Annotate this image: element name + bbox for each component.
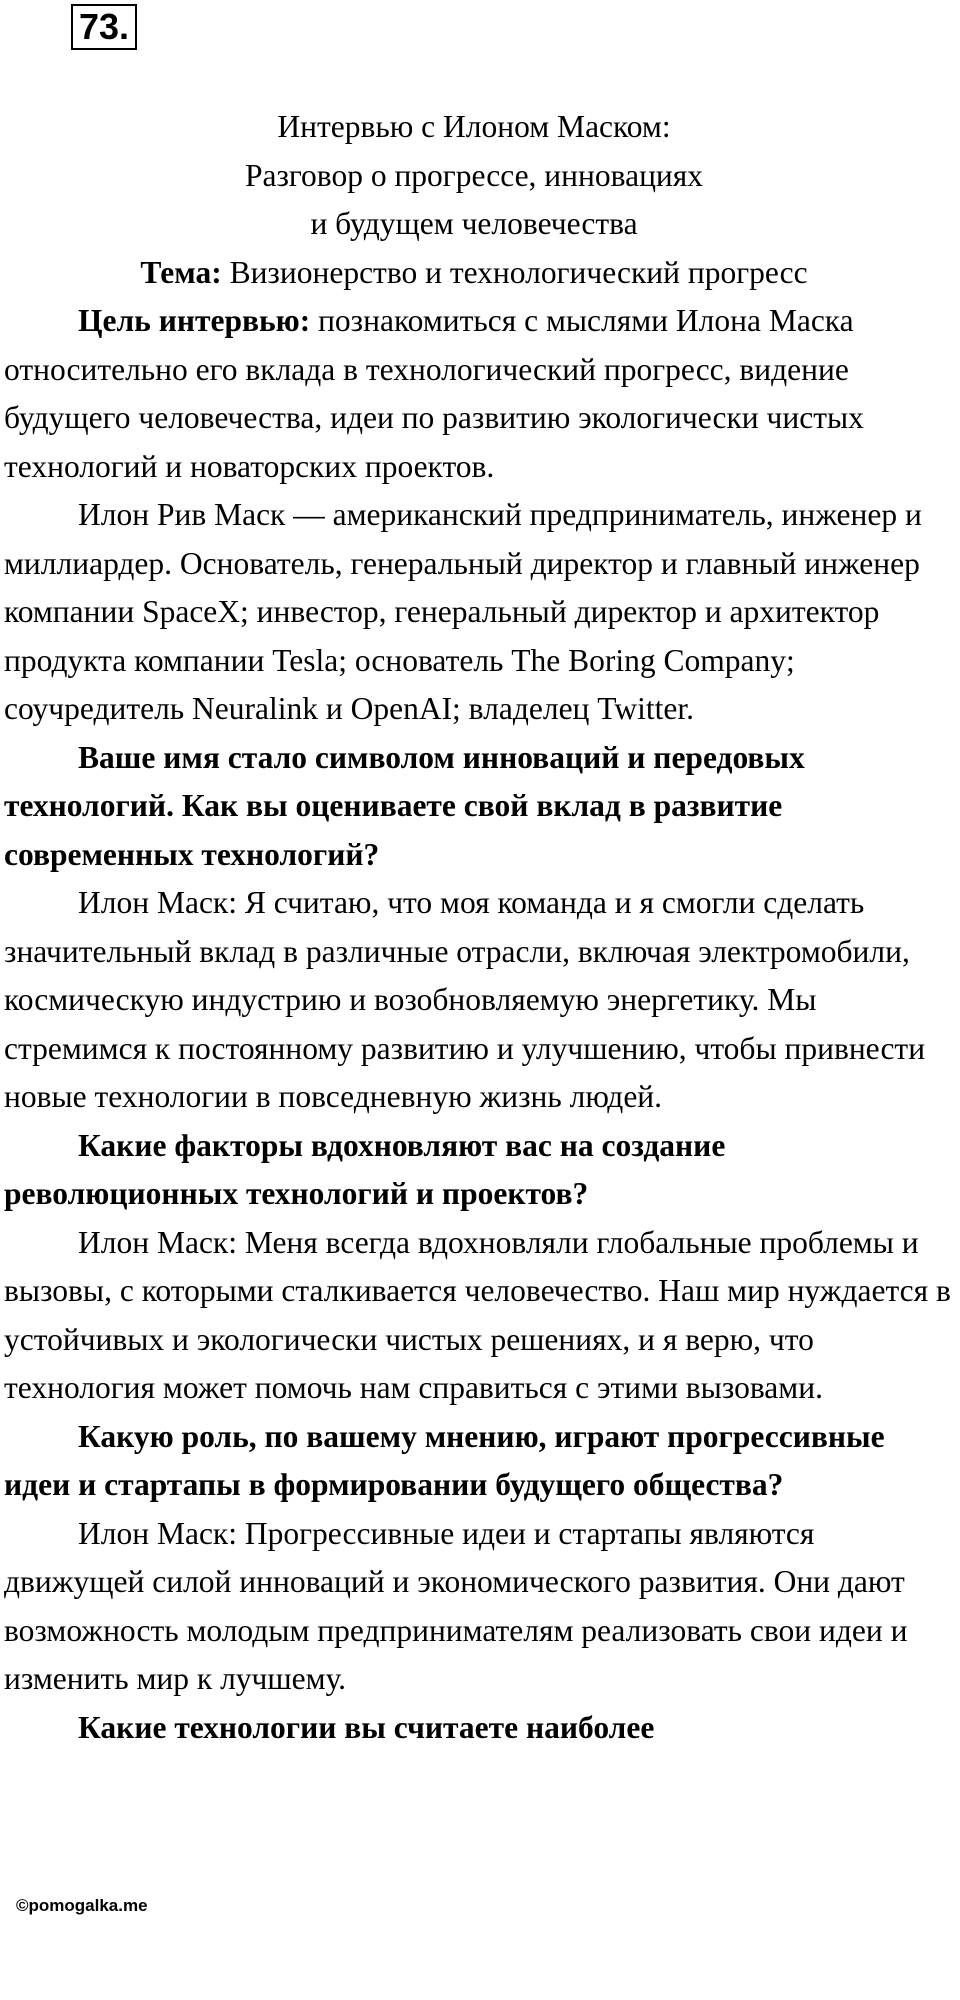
- topic-text: Визионерство и технологический прогресс: [221, 254, 808, 290]
- answer-1: Илон Маск: Я считаю, что моя команда и я смогли сделать значительный вклад в различные отрасли, включая электромобили, космическую индустрию и возобновляемую энергетику. Мы стремимся к постоянному развитию и улучшению, чтобы привнести новые технологии в повседневную жизнь людей.: [4, 885, 926, 1114]
- title-line-2: Разговор о прогрессе, инновациях: [244, 157, 704, 193]
- topic-label: Тема:: [140, 254, 222, 290]
- goal-text: познакомиться с мыслями Илона Маска относительно его вклада в технологический прогресс, видение будущего человечества, идеи по развитию экологически чистых технологий и новаторских проектов.: [4, 303, 864, 484]
- answer-2: Илон Маск: Меня всегда вдохновляли глобальные проблемы и вызовы, с которыми сталкивается человечество. Наш мир нуждается в устойчивых и экологически чистых решениях, и я верю, что технология может помочь нам справиться с этими вызовами.: [4, 1224, 951, 1405]
- goal-paragraph: [4, 297, 954, 491]
- intro-paragraph: Илон Рив Маск — американский предприниматель, инженер и миллиардер. Основатель, генеральный директор и главный инженер компании SpaceX; инвестор, генеральный директор и архитектор продукта компании Tesla; основатель The Boring Company; соучредитель Neuralink и OpenAI; владелец Twitter.: [4, 497, 922, 726]
- exercise-number: 73.: [71, 4, 137, 50]
- topic-line: [4, 249, 944, 298]
- question-2: Какие факторы вдохновляют вас на создание революционных технологий и проектов?: [4, 1127, 726, 1211]
- question-4: Какие технологии вы считаете наиболее: [78, 1709, 655, 1745]
- goal-label: Цель интервью:: [78, 303, 311, 338]
- title-line-3: и будущем человечества: [310, 206, 638, 241]
- interview-title: [4, 103, 954, 297]
- question-1: Ваше имя стало символом инноваций и передовых технологий. Как вы оцениваете свой вклад в развитие современных технологий?: [4, 739, 805, 872]
- document-body: [4, 103, 954, 1752]
- question-3: Какую роль, по вашему мнению, играют прогрессивные идеи и стартапы в формировании будущего общества?: [4, 1418, 885, 1502]
- answer-3: Илон Маск: Прогрессивные идеи и стартапы являются движущей силой инноваций и экономического развития. Они дают возможность молодым предпринимателям реализовать свои идеи и изменить мир к лучшему.: [4, 1515, 908, 1696]
- watermark: ©pomogalka.me: [16, 1896, 148, 1915]
- title-line-1: Интервью с Илоном Маском:: [277, 109, 671, 144]
